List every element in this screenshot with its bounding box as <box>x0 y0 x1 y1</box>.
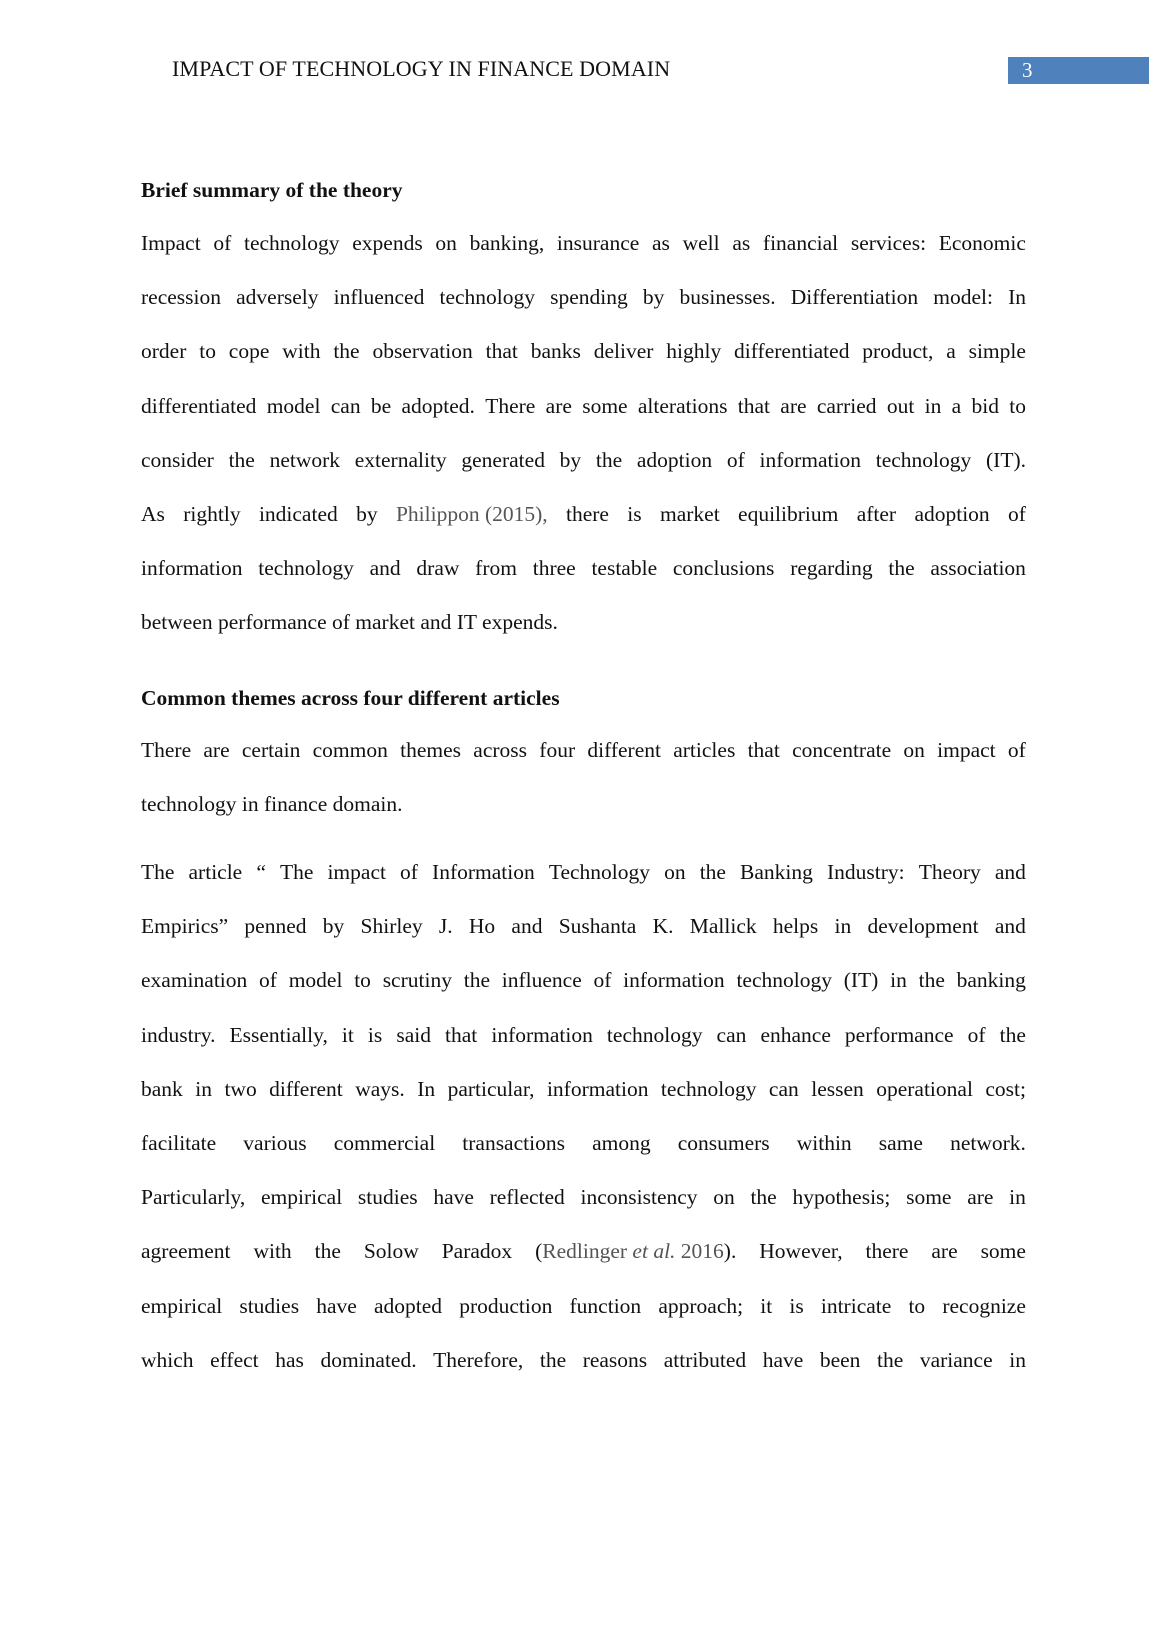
word: deliver <box>593 339 654 364</box>
word: approach; <box>658 1293 744 1318</box>
word: alterations <box>637 393 728 418</box>
word: The <box>141 860 175 884</box>
word: some <box>980 1239 1026 1264</box>
word: “ <box>256 860 266 884</box>
word: and <box>994 860 1026 884</box>
word: to <box>908 1293 926 1318</box>
word: across <box>473 738 528 762</box>
word: among <box>592 1130 651 1155</box>
word: industry. <box>141 1022 216 1047</box>
word: Particularly, <box>141 1185 246 1210</box>
word: different <box>269 1076 343 1101</box>
word: Solow <box>363 1239 419 1264</box>
word: information <box>623 968 725 993</box>
word: Ho <box>468 914 496 939</box>
word: and <box>369 556 401 581</box>
word: bid <box>971 393 999 418</box>
word: testable <box>591 556 658 581</box>
word: model <box>288 968 343 993</box>
word: of <box>1008 501 1026 526</box>
word: banks <box>530 339 581 364</box>
word: studies <box>357 1185 418 1210</box>
word: recession <box>141 285 221 310</box>
word: is <box>627 501 642 526</box>
citation-philippon-2015: Philippon (2015), <box>395 501 548 526</box>
word: Theory <box>918 860 981 884</box>
word: some <box>906 1185 952 1210</box>
word: of <box>400 860 418 884</box>
paragraph-line-last: between performance of market and IT expends. <box>141 610 558 635</box>
word: article <box>188 860 243 884</box>
paragraph-line <box>141 1020 1026 1074</box>
word: is <box>789 1293 804 1318</box>
paragraph-line <box>141 1291 1026 1345</box>
word: a <box>951 393 962 418</box>
word: concentrate <box>792 738 892 762</box>
word: However, <box>759 1239 843 1264</box>
word: been <box>819 1347 861 1372</box>
word: in <box>195 1076 212 1101</box>
word: impact <box>937 738 996 762</box>
word: that <box>737 393 770 418</box>
word: market <box>659 501 720 526</box>
paragraph-line <box>141 553 1026 607</box>
word: attributed <box>663 1347 747 1372</box>
paragraph-line-with-citation <box>141 499 1026 553</box>
word: the <box>750 1185 777 1210</box>
word: helps <box>772 914 819 939</box>
word: on <box>713 1185 735 1210</box>
word: As <box>141 501 165 526</box>
word: with <box>253 1239 292 1264</box>
word: Technology <box>548 860 651 884</box>
word: various <box>243 1130 307 1155</box>
word: Essentially, <box>229 1022 328 1047</box>
word: the <box>333 339 360 364</box>
word: in <box>924 393 942 418</box>
word: reasons <box>582 1347 648 1372</box>
word: the <box>595 447 623 472</box>
word: Information <box>432 860 535 884</box>
word: the <box>228 447 255 472</box>
word: by <box>356 501 378 526</box>
page-number: 3 <box>1022 58 1033 82</box>
word: three <box>532 556 576 581</box>
word: and <box>994 914 1026 939</box>
word: technology <box>439 285 536 310</box>
word: the <box>877 1347 904 1372</box>
punctuation: ). <box>723 1239 737 1264</box>
paragraph-line <box>141 1345 1026 1399</box>
word: be <box>370 393 392 418</box>
word: reflected <box>489 1185 565 1210</box>
word: (IT) <box>843 968 879 993</box>
word: lessen <box>811 1076 864 1101</box>
word: information <box>759 447 862 472</box>
word: technology <box>875 447 972 472</box>
word: penned <box>244 914 307 939</box>
word: cope <box>228 339 270 364</box>
word: There <box>485 393 536 418</box>
paragraph-line <box>141 1182 1026 1236</box>
word: after <box>856 501 897 526</box>
word: (IT). <box>986 447 1026 472</box>
paragraph-line <box>141 445 1026 499</box>
word: adoption <box>636 447 713 472</box>
word: differentiated <box>141 393 257 418</box>
word: examination <box>141 968 248 993</box>
word: Impact <box>141 231 201 255</box>
word: are <box>203 738 230 762</box>
word: to <box>1009 393 1026 418</box>
word: variance <box>919 1347 993 1372</box>
word: expends <box>352 231 423 255</box>
word: on <box>903 738 925 762</box>
word: are <box>931 1239 958 1264</box>
word: In <box>417 1076 436 1101</box>
word: network. <box>950 1130 1026 1155</box>
word: Banking <box>740 860 813 884</box>
word: certain <box>241 738 301 762</box>
word: technology <box>244 231 340 255</box>
word: Economic <box>938 231 1026 255</box>
word: development <box>867 914 979 939</box>
citation-redlinger-2016 <box>535 1236 736 1290</box>
word: simple <box>968 339 1026 364</box>
word: are <box>545 393 572 418</box>
word: by <box>322 914 345 939</box>
word: can <box>330 393 361 418</box>
section-heading-theory-summary: Brief summary of the theory <box>141 178 403 202</box>
word: within <box>796 1130 852 1155</box>
paragraph-line <box>141 1128 1026 1182</box>
word: indicated <box>258 501 338 526</box>
word: empirical <box>141 1293 223 1318</box>
word: highly <box>666 339 722 364</box>
word: enhance <box>760 1022 831 1047</box>
paragraph-line <box>141 857 1026 911</box>
word: four <box>539 738 576 762</box>
word: by <box>559 447 582 472</box>
paragraph-line <box>141 282 1026 336</box>
word: order <box>141 339 187 364</box>
word: Empirics” <box>141 914 229 939</box>
paragraph-line <box>141 391 1026 445</box>
word: Shirley <box>360 914 423 939</box>
word: conclusions <box>672 556 775 581</box>
word: the <box>699 860 726 884</box>
word: have <box>316 1293 357 1318</box>
word: facilitate <box>141 1130 217 1155</box>
word: externality <box>354 447 447 472</box>
word: articles <box>673 738 736 762</box>
word: scrutiny <box>382 968 452 993</box>
citation-et-al: et al. <box>632 1239 676 1264</box>
punctuation: ( <box>535 1239 543 1264</box>
running-header-title: IMPACT OF TECHNOLOGY IN FINANCE DOMAIN <box>172 56 671 81</box>
word: intricate <box>820 1293 892 1318</box>
word: the <box>314 1239 341 1264</box>
word: differentiated <box>734 339 850 364</box>
word: are <box>780 393 807 418</box>
word: Differentiation <box>790 285 919 310</box>
punctuation: , <box>542 501 548 526</box>
word: in <box>834 914 852 939</box>
word: in <box>890 968 907 993</box>
word: that <box>485 339 518 364</box>
word: some <box>582 393 628 418</box>
word: of <box>259 968 277 993</box>
word: have <box>433 1185 474 1210</box>
word: that <box>445 1022 478 1047</box>
word: observation <box>372 339 473 364</box>
word: J. <box>438 914 453 939</box>
paragraph-line <box>141 965 1026 1019</box>
word: model: <box>933 285 993 310</box>
word: Industry: <box>826 860 905 884</box>
word: financial <box>762 231 839 255</box>
word: of <box>967 1022 986 1047</box>
word: equilibrium <box>738 501 839 526</box>
section-common-themes-intro <box>141 735 1026 843</box>
word: generated <box>461 447 545 472</box>
paragraph-line <box>141 911 1026 965</box>
word: effect <box>210 1347 259 1372</box>
word: and <box>511 914 543 939</box>
word: in <box>1009 1185 1026 1210</box>
word: performance <box>844 1022 954 1047</box>
section-heading-common-themes: Common themes across four different articles <box>141 686 560 710</box>
word: there <box>865 1239 909 1264</box>
word: adversely <box>236 285 319 310</box>
word: Therefore, <box>433 1347 524 1372</box>
paragraph-line <box>141 1074 1026 1128</box>
word: K. <box>652 914 674 939</box>
word: technology <box>660 1076 757 1101</box>
word: as <box>651 231 670 255</box>
word: services: <box>850 231 927 255</box>
word: draw <box>416 556 460 581</box>
word: on <box>664 860 686 884</box>
word: adoption <box>914 501 990 526</box>
word: have <box>762 1347 804 1372</box>
word: product, <box>862 339 934 364</box>
word: from <box>475 556 517 581</box>
word: said <box>396 1022 431 1047</box>
word: the <box>539 1347 567 1372</box>
word: particular, <box>447 1076 535 1101</box>
paragraph-line-with-citation <box>141 1236 1026 1290</box>
word: on <box>435 231 457 255</box>
word: a <box>946 339 956 364</box>
section-theory-summary-paragraph <box>141 228 1026 662</box>
word: inconsistency <box>580 1185 698 1210</box>
word: association <box>930 556 1026 581</box>
word: rightly <box>183 501 241 526</box>
word: agreement <box>141 1239 231 1264</box>
word: information <box>141 556 243 581</box>
word: recognize <box>942 1293 1026 1318</box>
word: influence <box>501 968 582 993</box>
word: the <box>463 968 490 993</box>
word: of <box>1007 738 1026 762</box>
word: has <box>275 1347 304 1372</box>
word: cost; <box>985 1076 1026 1101</box>
word: studies <box>239 1293 300 1318</box>
word: well <box>682 231 720 255</box>
word: the <box>918 968 945 993</box>
word: consumers <box>677 1130 770 1155</box>
word: operational <box>876 1076 973 1101</box>
paragraph-line <box>141 336 1026 390</box>
word: dominated. <box>320 1347 417 1372</box>
word: In <box>1008 285 1026 310</box>
word: which <box>141 1347 194 1372</box>
word: is <box>367 1022 383 1047</box>
word: with <box>282 339 321 364</box>
word: adopted <box>373 1293 443 1318</box>
word: different <box>587 738 661 762</box>
paragraph-line <box>141 228 1026 282</box>
word: transactions <box>462 1130 565 1155</box>
word: impact <box>327 860 386 884</box>
word: information <box>491 1022 593 1047</box>
word: the <box>888 556 915 581</box>
word: insurance <box>556 231 640 255</box>
word: hypothesis; <box>792 1185 891 1210</box>
word: function <box>569 1293 642 1318</box>
page-number-badge <box>1008 57 1149 84</box>
word: two <box>224 1076 257 1101</box>
word: Paradox <box>441 1239 513 1264</box>
word: information <box>546 1076 649 1101</box>
word: by <box>642 285 665 310</box>
word: out <box>886 393 915 418</box>
word: of <box>593 968 612 993</box>
word: empirical <box>260 1185 343 1210</box>
paragraph-line <box>141 735 1026 789</box>
word: technology <box>736 968 832 993</box>
word: ways. <box>355 1076 405 1101</box>
word: bank <box>141 1076 183 1101</box>
word: technology <box>606 1022 703 1047</box>
word: consider <box>141 447 214 472</box>
word: it <box>341 1022 354 1047</box>
word: common <box>312 738 388 762</box>
word: can <box>716 1022 747 1047</box>
word: banking <box>956 968 1026 993</box>
word: the <box>999 1022 1026 1047</box>
word: same <box>878 1130 923 1155</box>
word: adopted. <box>401 393 475 418</box>
word: to <box>354 968 371 993</box>
word: regarding <box>790 556 873 581</box>
word: banking, <box>469 231 545 255</box>
word: Mallick <box>689 914 757 939</box>
word: can <box>768 1076 799 1101</box>
word: There <box>141 738 192 762</box>
word: it <box>760 1293 773 1318</box>
word: production <box>459 1293 553 1318</box>
word: The <box>279 860 314 884</box>
word: network <box>269 447 341 472</box>
word: there <box>565 501 609 526</box>
word: Sushanta <box>558 914 637 939</box>
word: that <box>747 738 780 762</box>
paragraph-line-last: technology in finance domain. <box>141 792 403 817</box>
word: technology <box>258 556 354 581</box>
word: commercial <box>333 1130 436 1155</box>
word: as <box>732 231 751 255</box>
word: of <box>726 447 745 472</box>
word: businesses. <box>679 285 776 310</box>
word: of <box>213 231 232 255</box>
section-common-themes-article-paragraph <box>141 857 1026 1399</box>
citation-author: Redlinger <box>542 1239 628 1264</box>
word: spending <box>550 285 628 310</box>
word: carried <box>816 393 877 418</box>
word: themes <box>400 738 462 762</box>
word: to <box>199 339 216 364</box>
word: influenced <box>333 285 425 310</box>
word: are <box>967 1185 994 1210</box>
word: in <box>1009 1347 1026 1372</box>
citation-year: 2016 <box>680 1239 724 1264</box>
word: model <box>266 393 321 418</box>
